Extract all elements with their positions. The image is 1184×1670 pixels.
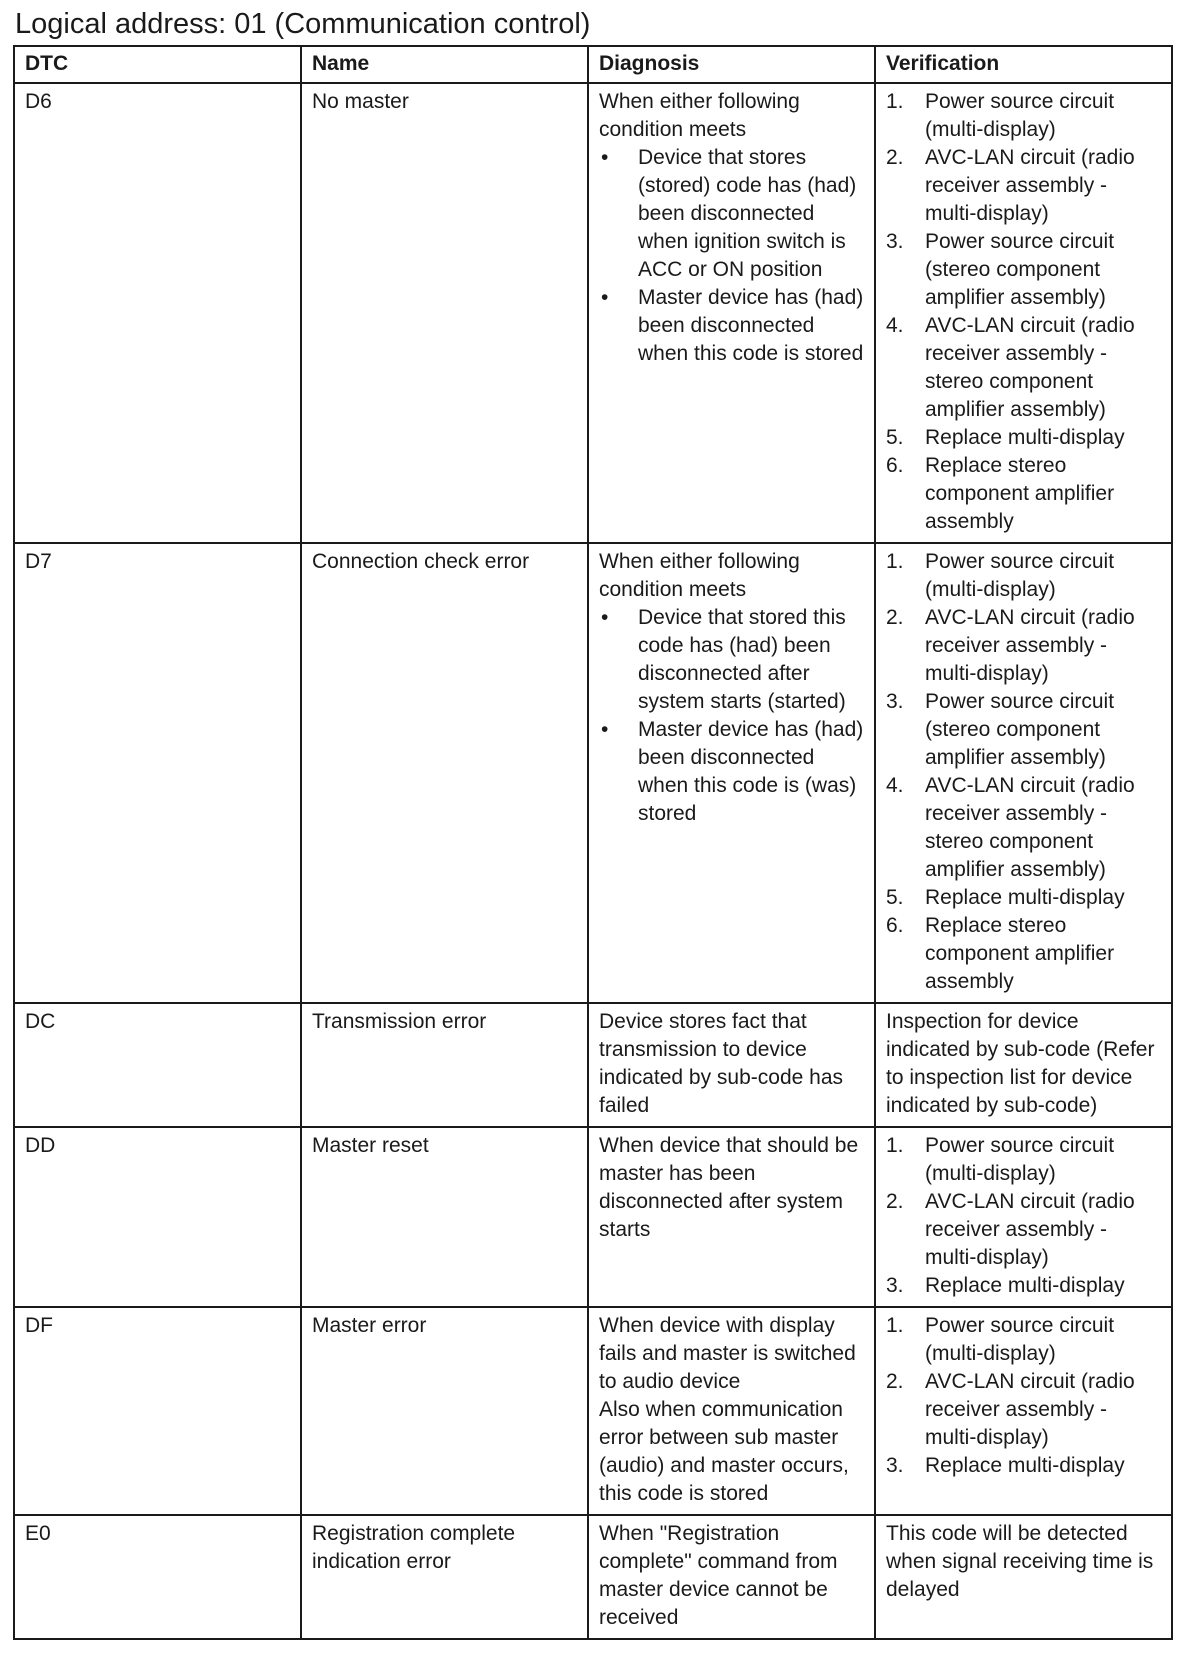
item-number: 1. — [886, 90, 904, 113]
diagnosis-text: When device with display fails and master is switched to audio device — [599, 1314, 856, 1393]
verification-item — [886, 452, 1163, 536]
diagnosis-cell: When device that should be master has been disconnected after system starts — [588, 1127, 875, 1307]
item-text: AVC-LAN circuit (radio receiver assembly - multi-display) — [925, 1370, 1135, 1449]
item-number: 4. — [886, 774, 904, 797]
item-number: 5. — [886, 886, 904, 909]
item-text: Power source circuit (stereo component amplifier assembly) — [925, 230, 1115, 309]
verification-item — [886, 1132, 1163, 1188]
item-number: 2. — [886, 1190, 904, 1213]
verification-item — [886, 1452, 1163, 1480]
diagnosis-cell: Device stores fact that transmission to device indicated by sub-code has failed — [588, 1003, 875, 1127]
item-text: AVC-LAN circuit (radio receiver assembly - multi-display) — [925, 1190, 1135, 1269]
dtc-cell: D6 — [14, 83, 301, 543]
item-number: 1. — [886, 1134, 904, 1157]
dtc-cell: DC — [14, 1003, 301, 1127]
verification-cell — [875, 1307, 1172, 1515]
verification-cell: This code will be detected when signal receiving time is delayed — [875, 1515, 1172, 1639]
item-text: Power source circuit (multi-display) — [925, 550, 1115, 601]
name-cell: Master error — [301, 1307, 588, 1515]
item-number: 1. — [886, 1314, 904, 1337]
verification-item — [886, 912, 1163, 996]
item-text: Power source circuit (multi-display) — [925, 1314, 1115, 1365]
item-text: Replace multi-display — [925, 426, 1125, 449]
verification-cell — [875, 83, 1172, 543]
verification-item — [886, 228, 1163, 312]
table-row — [14, 543, 1172, 1003]
bullet-item: • Device that stores (stored) code has (had) been disconnected when ignition switch is ACC or ON position — [599, 144, 866, 284]
table-row — [14, 1127, 1172, 1307]
item-text: Power source circuit (multi-display) — [925, 1134, 1115, 1185]
verification-list — [886, 1132, 1163, 1300]
item-text: AVC-LAN circuit (radio receiver assembly - multi-display) — [925, 606, 1135, 685]
verification-item — [886, 144, 1163, 228]
verification-cell — [875, 543, 1172, 1003]
name-cell: Transmission error — [301, 1003, 588, 1127]
name-cell: No master — [301, 83, 588, 543]
diagnosis-bullets — [599, 604, 866, 828]
verification-item — [886, 772, 1163, 884]
verification-item — [886, 88, 1163, 144]
dtc-cell: D7 — [14, 543, 301, 1003]
verification-item — [886, 1368, 1163, 1452]
item-text: Power source circuit (stereo component amplifier assembly) — [925, 690, 1115, 769]
item-text: AVC-LAN circuit (radio receiver assembly - stereo component amplifier assembly) — [925, 314, 1135, 421]
item-number: 3. — [886, 1454, 904, 1477]
verification-item — [886, 884, 1163, 912]
diagnosis-cell — [588, 83, 875, 543]
item-text: Replace multi-display — [925, 1274, 1125, 1297]
verification-list — [886, 548, 1163, 996]
bullet-item: • Device that stored this code has (had) been disconnected after system starts (started) — [599, 604, 866, 716]
diagnosis-bullets — [599, 144, 866, 368]
diagnosis-text-2: Also when communication error between sub master (audio) and master occurs, this code is stored — [599, 1398, 849, 1505]
header-name: Name — [301, 46, 588, 83]
diagnosis-intro: When either following condition meets — [599, 90, 800, 141]
verification-cell — [875, 1127, 1172, 1307]
verification-list — [886, 88, 1163, 536]
item-number: 6. — [886, 914, 904, 937]
dtc-cell: DD — [14, 1127, 301, 1307]
item-number: 3. — [886, 230, 904, 253]
item-text: Replace stereo component amplifier assembly — [925, 914, 1115, 993]
header-verification: Verification — [875, 46, 1172, 83]
item-number: 5. — [886, 426, 904, 449]
item-text: Power source circuit (multi-display) — [925, 90, 1115, 141]
dtc-cell: DF — [14, 1307, 301, 1515]
item-number: 3. — [886, 1274, 904, 1297]
item-number: 4. — [886, 314, 904, 337]
item-number: 2. — [886, 146, 904, 169]
verification-item — [886, 604, 1163, 688]
diagnosis-intro: When either following condition meets — [599, 550, 800, 601]
verification-item — [886, 312, 1163, 424]
bullet-item: • Master device has (had) been disconnected when this code is stored — [599, 284, 866, 368]
verification-item — [886, 424, 1163, 452]
verification-item — [886, 1272, 1163, 1300]
name-cell: Master reset — [301, 1127, 588, 1307]
header-dtc: DTC — [14, 46, 301, 83]
bullet-item: • Master device has (had) been disconnected when this code is (was) stored — [599, 716, 866, 828]
item-text: Replace multi-display — [925, 1454, 1125, 1477]
verification-item — [886, 1188, 1163, 1272]
diagnosis-cell — [588, 1307, 875, 1515]
page-title: Logical address: 01 (Communication control) — [15, 8, 591, 40]
table-row — [14, 1003, 1172, 1127]
diagnosis-cell: When "Registration complete" command from master device cannot be received — [588, 1515, 875, 1639]
item-text: Replace stereo component amplifier assembly — [925, 454, 1115, 533]
item-number: 1. — [886, 550, 904, 573]
dtc-cell: E0 — [14, 1515, 301, 1639]
name-cell: Connection check error — [301, 543, 588, 1003]
table-row — [14, 1515, 1172, 1639]
verification-item — [886, 1312, 1163, 1368]
verification-list — [886, 1312, 1163, 1480]
name-cell: Registration complete indication error — [301, 1515, 588, 1639]
item-number: 3. — [886, 690, 904, 713]
item-text: Replace multi-display — [925, 886, 1125, 909]
verification-cell: Inspection for device indicated by sub-code (Refer to inspection list for device indicated by sub-code) — [875, 1003, 1172, 1127]
item-text: AVC-LAN circuit (radio receiver assembly - stereo component amplifier assembly) — [925, 774, 1135, 881]
item-text: AVC-LAN circuit (radio receiver assembly - multi-display) — [925, 146, 1135, 225]
item-number: 2. — [886, 606, 904, 629]
diagnosis-cell — [588, 543, 875, 1003]
verification-item — [886, 548, 1163, 604]
dtc-table — [13, 45, 1173, 1640]
table-row — [14, 83, 1172, 543]
item-number: 2. — [886, 1370, 904, 1393]
table-row — [14, 1307, 1172, 1515]
header-row — [14, 46, 1172, 83]
header-diagnosis: Diagnosis — [588, 46, 875, 83]
item-number: 6. — [886, 454, 904, 477]
verification-item — [886, 688, 1163, 772]
